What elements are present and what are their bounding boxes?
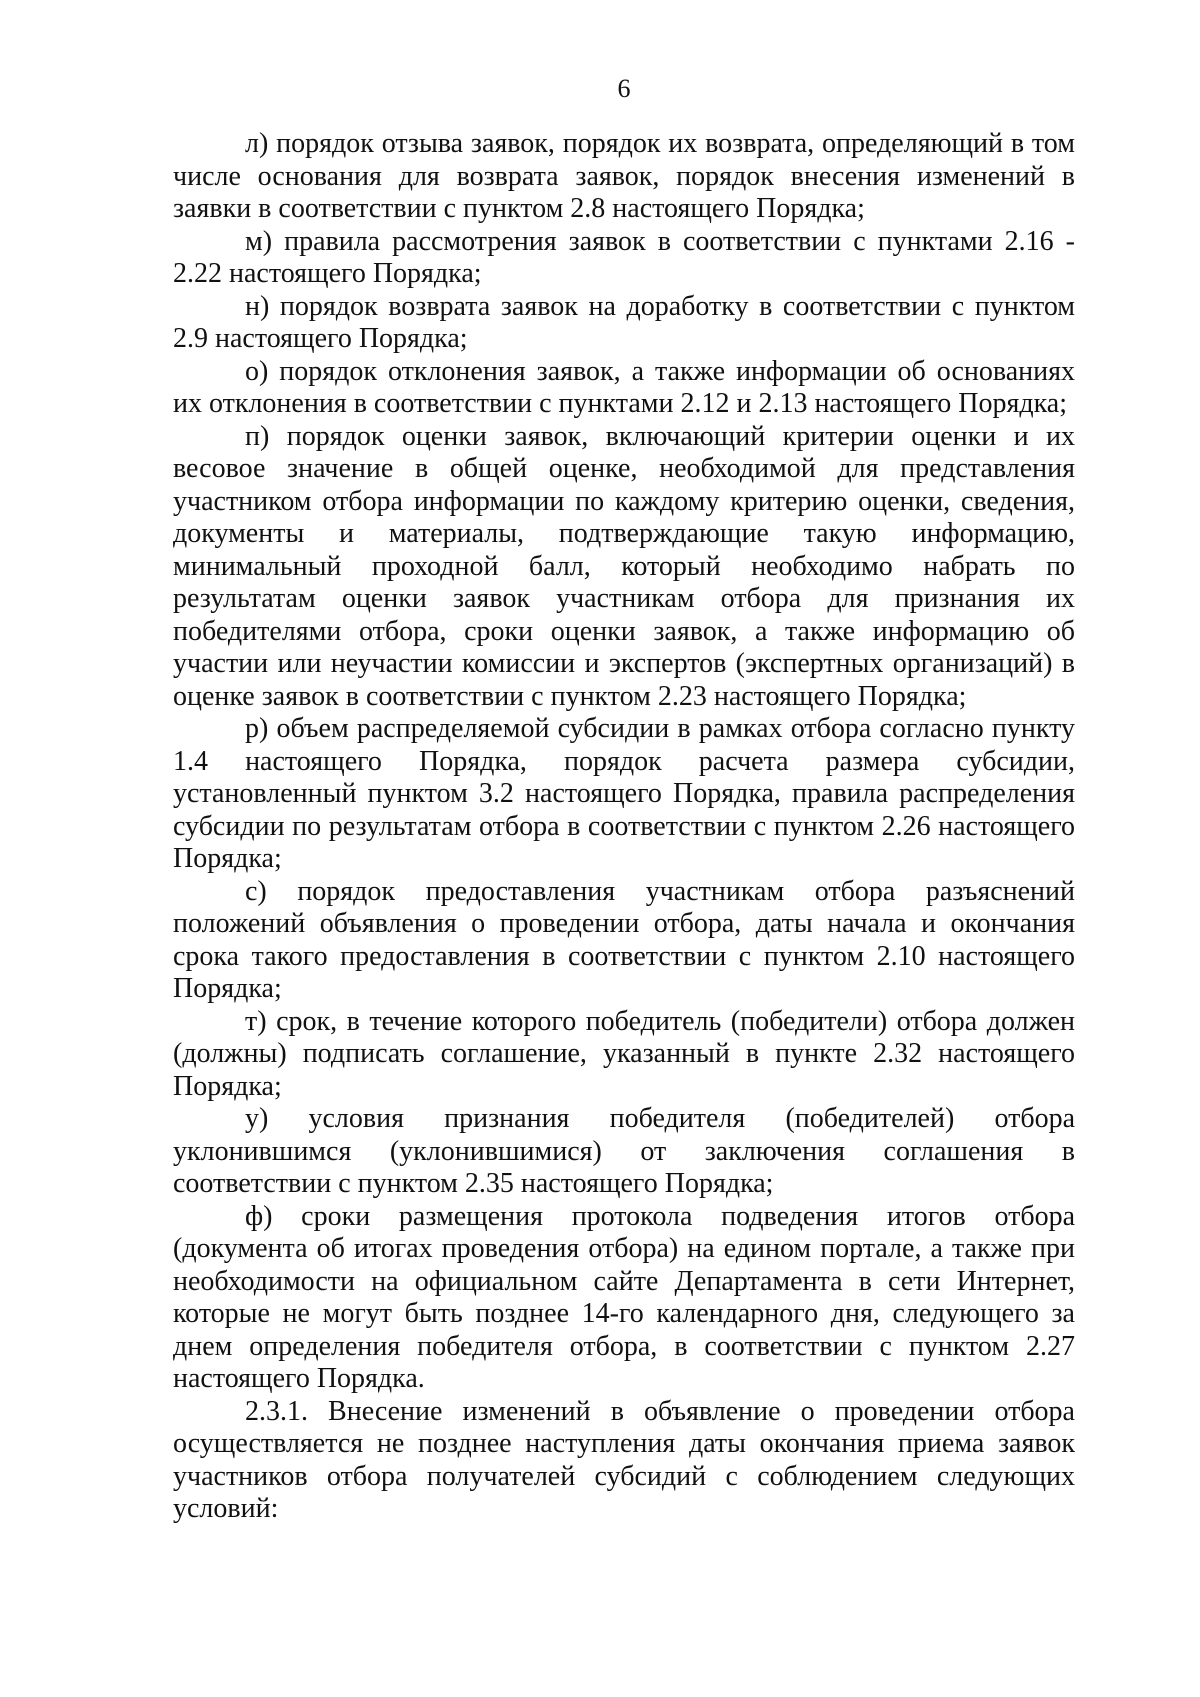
page-number: 6 [617,74,631,103]
paragraph-n: н) порядок возврата заявок на доработку в соответствии с пунктом 2.9 настоящего Порядка; [173,290,1075,354]
paragraph-o: о) порядок отклонения заявок, а также информации об основаниях их отклонения в соответствии с пунктами 2.12 и 2.13 настоящего Порядка; [173,355,1075,419]
paragraph-u: у) условия признания победителя (победителей) отбора уклонившимся (уклонившимися) от заключения соглашения в соответствии с пунктом 2.35 настоящего Порядка; [173,1103,1075,1199]
paragraph-p: п) порядок оценки заявок, включающий критерии оценки и их весовое значение в общей оценке, необходимой для представления участником отбора информации по каждому критерию оценки, сведения, документы и материалы, подтверждающие такую информацию, минимальный проходной балл, который необходимо набрать по результатам оценки заявок участникам отбора для признания их победителями отбора, сроки оценки заявок, а также информацию об участии или неучастии комиссии и экспертов (экспертных организаций) в оценке заявок в соответствии с пунктом 2.23 настоящего Порядка; [173,420,1075,712]
paragraph-2-3-1: 2.3.1. Внесение изменений в объявление о проведении отбора осуществляется не позднее наступления даты окончания приема заявок участников отбора получателей субсидий с соблюдением следующих условий: [173,1395,1075,1524]
paragraph-l: л) порядок отзыва заявок, порядок их возврата, определяющий в том числе основания для возврата заявок, порядок внесения изменений в заявки в соответствии с пунктом 2.8 настоящего Порядка; [173,128,1075,224]
paragraph-f: ф) сроки размещения протокола подведения итогов отбора (документа об итогах проведения отбора) на едином портале, а также при необходимости на официальном сайте Департамента в сети Интернет, которые не могут быть позднее 14-го календарного дня, следующего за днем определения победителя отбора, в соответствии с пунктом 2.27 настоящего Порядка. [173,1200,1075,1394]
document-body [173,128,1075,1526]
paragraph-s: с) порядок предоставления участникам отбора разъяснений положений объявления о проведении отбора, даты начала и окончания срока такого предоставления в соответствии с пунктом 2.10 настоящего Порядка; [173,875,1075,1004]
paragraph-r: р) объем распределяемой субсидии в рамках отбора согласно пункту 1.4 настоящего Порядка, порядок расчета размера субсидии, установленный пунктом 3.2 настоящего Порядка, правила распределения субсидии по результатам отбора в соответствии с пунктом 2.26 настоящего Порядка; [173,713,1075,874]
paragraph-m: м) правила рассмотрения заявок в соответствии с пунктами 2.16 - 2.22 настоящего Порядка; [173,225,1075,289]
paragraph-t: т) срок, в течение которого победитель (победители) отбора должен (должны) подписать соглашение, указанный в пункте 2.32 настоящего Порядка; [173,1005,1075,1102]
